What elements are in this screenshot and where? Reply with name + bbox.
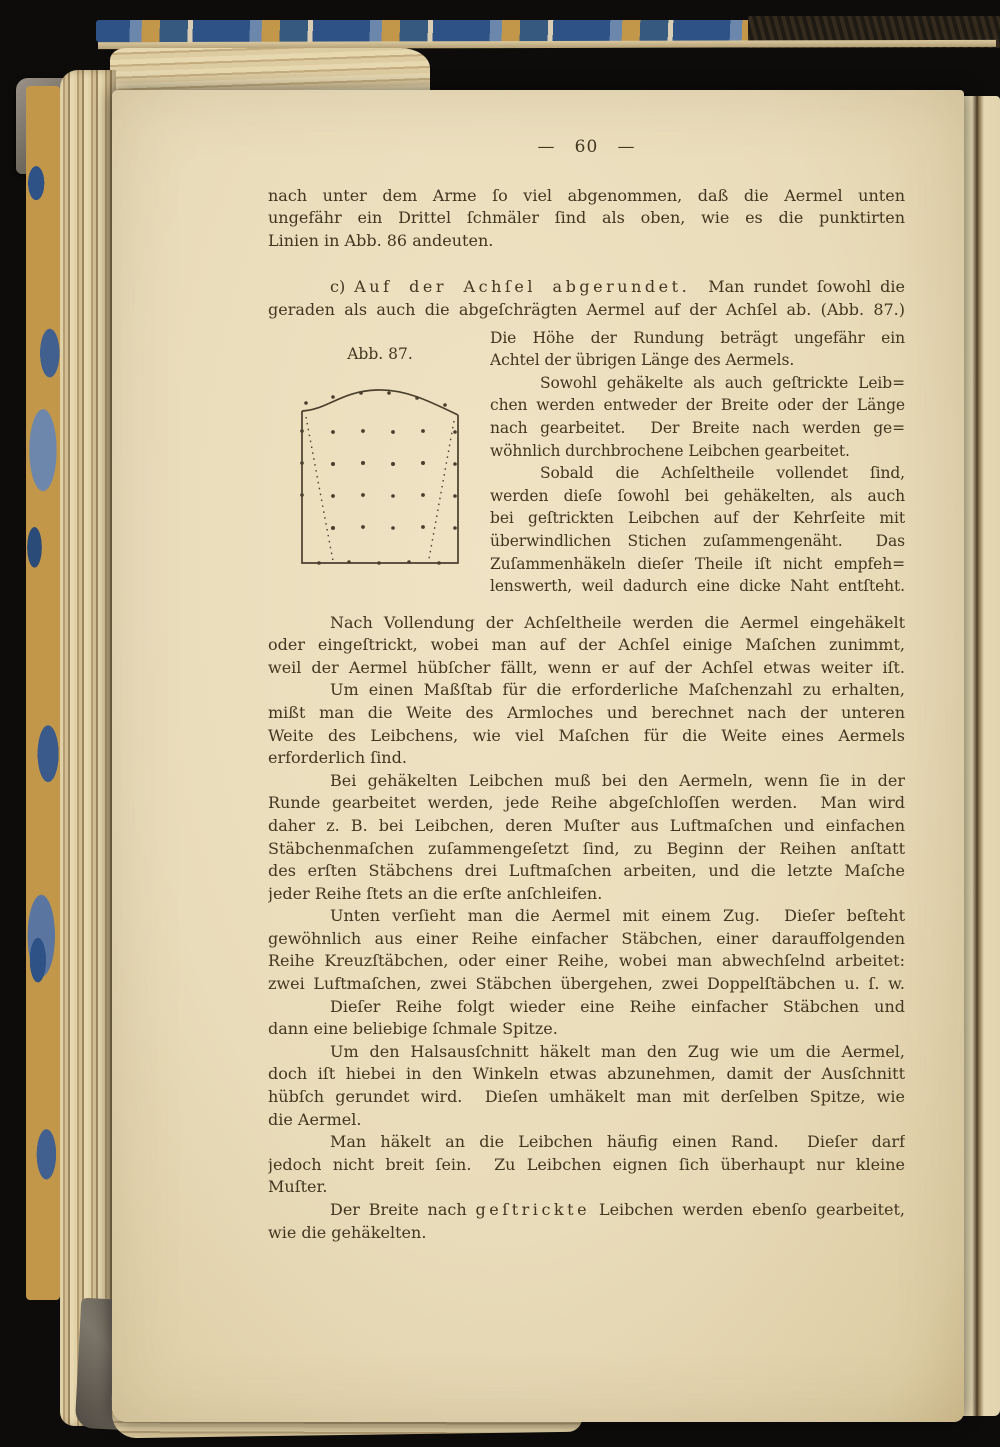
text-line: Zuſammenhäkeln dieſer Theile iſt nicht empfeh=: [490, 554, 905, 573]
text-line: dann eine beliebige ſchmale Spitze.: [268, 1019, 558, 1039]
text-line: des erſten Stäbchens drei Luftmaſchen arbeiten, und die letzte Maſche: [268, 861, 905, 881]
text-line: nach unter dem Arme ſo viel abgenommen, daß die Aermel unten: [268, 185, 905, 205]
text-line: ungefähr ein Drittel ſchmäler ſind als oben, wie es die punktirten: [268, 208, 905, 228]
text-line: Achtel der übrigen Länge des Aermels.: [490, 351, 795, 370]
text-line: Unten verſieht man die Aermel mit einem Zug. Dieſer beſteht: [330, 906, 905, 926]
paragraph-halsausschnitt: [268, 1041, 905, 1131]
text-line: nach gearbeitet. Der Breite nach werden ge=: [490, 418, 905, 437]
text-line: Man häkelt an die Leibchen häufig einen Rand. Dieſer darf: [330, 1132, 905, 1152]
text-line: Linien in Abb. 86 andeuten.: [268, 230, 494, 250]
paragraph-zug: [268, 905, 905, 995]
text-line: [268, 276, 905, 299]
abb-87-sleeve-diagram: [297, 385, 463, 567]
text-line: Die Höhe der Rundung beträgt ungefähr ein: [490, 328, 905, 347]
text-line: mißt man die Weite des Armloches und berechnet nach der unteren: [268, 702, 905, 722]
paragraph-nach-vollendung: [268, 612, 905, 680]
figure-caption: Abb. 87.: [347, 344, 413, 363]
text-line: lenswerth, weil dadurch eine dicke Naht entſteht.: [490, 577, 905, 596]
figure-column: [268, 327, 490, 568]
paragraph-intro: [268, 185, 905, 253]
text-line: überwindlichen Stichen zuſammengenäht. Das: [490, 531, 905, 550]
marbled-cover-top-edge: [96, 20, 752, 42]
paragraph-massstab: [268, 679, 905, 769]
text-line: Runde gearbeitet werden, jede Reihe abgeſchloſſen werden. Man wird: [268, 793, 905, 813]
text-line: zwei Luftmaſchen, zwei Stäbchen übergehen, zwei Doppelſtäbchen u. ſ. w.: [268, 974, 905, 994]
paragraphs-beside-figure: [490, 327, 905, 598]
text-line: Reihe Kreuzſtäbchen, oder einer Reihe, wobei man abwechſelnd arbeitet:: [268, 951, 905, 971]
text-line: weil der Aermel hübſcher fällt, wenn er auf der Achſel etwas weiter iſt.: [268, 657, 905, 677]
text-line: jeder Reihe ſtets an die erſte anſchleifen.: [268, 883, 603, 903]
paragraph-achsel-abgerundet: [268, 276, 905, 321]
text-line: hübſch gerundet wird. Dieſen umhäkelt man mit derſelben Spitze, wie: [268, 1087, 905, 1107]
text-line: jedoch nicht breit ſein. Zu Leibchen eignen ſich überhaupt nur kleine: [268, 1154, 905, 1174]
paragraph-breite-gestrickt: [268, 1199, 905, 1244]
text-segment: Man rundet ſowohl die: [690, 277, 905, 297]
text-line: gewöhnlich aus einer Reihe einfacher Stäbchen, einer darauffolgenden: [268, 928, 905, 948]
text-line: chen werden entweder der Breite oder der Länge: [490, 396, 905, 415]
page-number: — 60 —: [537, 137, 636, 157]
text-line: wöhnlich durchbrochene Leibchen gearbeitet.: [490, 441, 850, 460]
adjacent-page-edge-right: [962, 96, 1000, 1416]
text-segment: Der Breite nach: [330, 1200, 476, 1219]
text-line: daher z. B. bei Leibchen, deren Muſter aus Luftmaſchen und einfachen: [268, 815, 905, 835]
text-line: Sobald die Achſeltheile vollendet ſind,: [540, 464, 905, 483]
paragraph-gehaekelte-leibchen: [268, 770, 905, 906]
text-line: werden dieſe ſowohl bei gehäkelten, als auch: [490, 486, 905, 505]
paragraph-spitze: [268, 996, 905, 1041]
text-line: Bei gehäkelten Leibchen muß bei den Aermeln, wenn ſie in der: [330, 770, 905, 790]
text-line: erforderlich ſind.: [268, 748, 407, 768]
text-line: oder eingeſtrickt, wobei man auf der Achſel einige Maſchen zunimmt,: [268, 635, 905, 655]
page-edges-left: [60, 70, 116, 1426]
text-segment: Leibchen werden ebenſo gearbeitet,: [590, 1200, 905, 1219]
figure-and-text-wrap: [268, 327, 905, 598]
text-line: geraden als auch die abgeſchrägten Aermel auf der Achſel ab. (Abb. 87.): [268, 299, 905, 319]
paragraph-rand: [268, 1131, 905, 1199]
page-stack-top-left: [110, 48, 430, 94]
section-letter: c): [330, 277, 355, 297]
marbled-cover-left-edge: [26, 86, 60, 1300]
dot-grid: [300, 391, 457, 565]
text-line: Weite des Leibchens, wie viel Maſchen für die Weite eines Aermels: [268, 725, 905, 745]
text-line: Um den Halsausſchnitt häkelt man den Zug wie um die Aermel,: [330, 1041, 905, 1061]
spaced-heading: Auf der Achſel abgerundet.: [354, 277, 691, 297]
text-line: Sowohl gehäkelte als auch geſtrickte Leib=: [540, 373, 905, 392]
text-line: Nach Vollendung der Achſeltheile werden die Aermel eingehäkelt: [330, 612, 905, 632]
text-line: [268, 1199, 905, 1222]
text-line: Muſter.: [268, 1177, 328, 1197]
text-line: Dieſer Reihe folgt wieder eine Reihe einfacher Stäbchen und: [330, 996, 905, 1016]
page-content: [268, 136, 905, 1244]
text-line: die Aermel.: [268, 1109, 362, 1129]
book-page: [112, 90, 964, 1422]
spaced-word: geſtrickte: [475, 1200, 591, 1219]
text-line: wie die gehäkelten.: [268, 1222, 427, 1242]
text-line: doch iſt hiebei in den Winkeln etwas abzunehmen, damit der Ausſchnitt: [268, 1064, 905, 1084]
text-line: bei geſtrickten Leibchen auf der Kehrſeite mit: [490, 509, 905, 528]
text-line: Um einen Maßſtab für die erforderliche Maſchenzahl zu erhalten,: [330, 680, 905, 700]
text-line: Stäbchenmaſchen zuſammengeſetzt ſind, zu Beginn der Reihen anſtatt: [268, 838, 905, 858]
